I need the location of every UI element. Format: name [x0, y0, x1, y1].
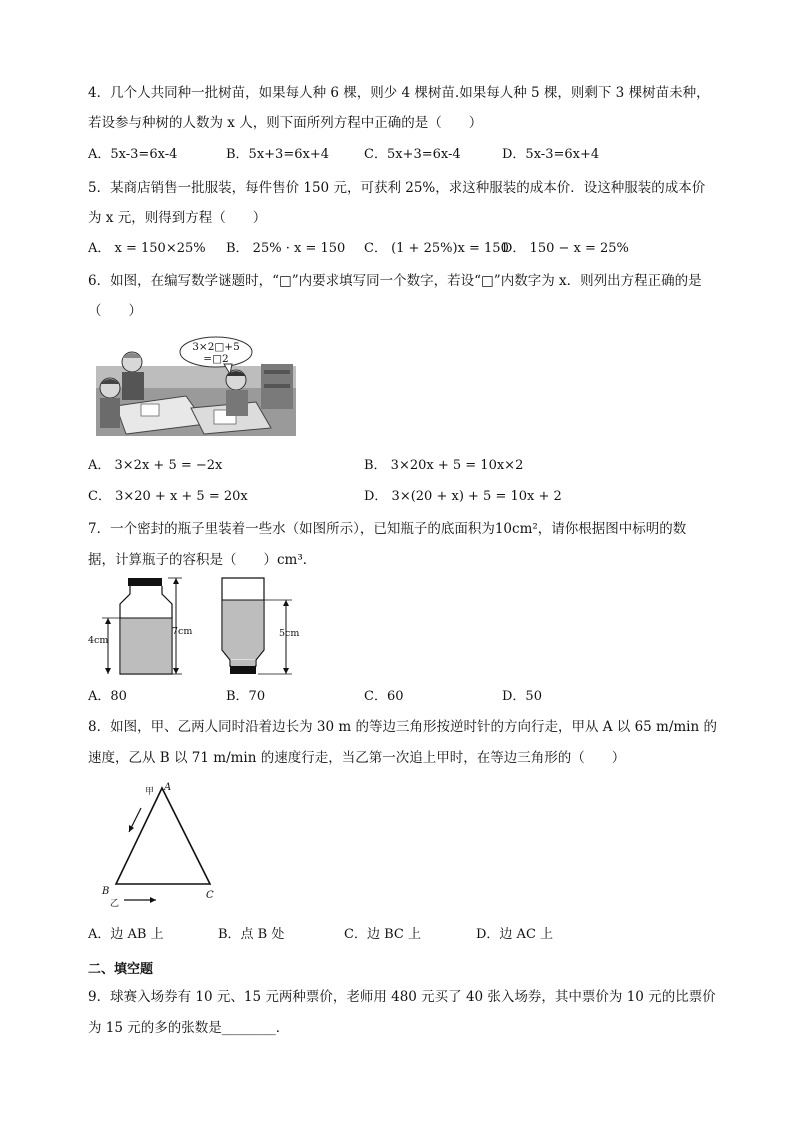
- q6-bubble-line1: 3×2□+5: [192, 341, 240, 353]
- q7-label-5cm: 5cm: [279, 628, 300, 639]
- q7-bottle-diagram: [86, 576, 316, 680]
- q6-classroom-illustration: [96, 336, 296, 436]
- q8-label-c: C: [206, 890, 214, 901]
- q4-option-b[interactable]: B．5x+3=6x+4: [226, 147, 329, 162]
- q6-stem-line1: 6．如图，在编写数学谜题时，“□”内要求填写同一个数字，若设“□”内数字为 x．则列出方程正确的是: [88, 273, 702, 289]
- q8-option-b[interactable]: B．点 B 处: [218, 927, 285, 942]
- q9-answer-blank[interactable]: ________: [221, 1020, 276, 1036]
- q5-option-b[interactable]: B． 25% · x = 150: [226, 241, 346, 256]
- q8-stem-line1: 8．如图，甲、乙两人同时沿着边长为 30 m 的等边三角形按逆时针的方向行走，甲从 A 以 65 m/min 的: [88, 719, 717, 735]
- q7-stem-line1: 7．一个密封的瓶子里装着一些水（如图所示），已知瓶子的底面积为10cm²，请你根据图中标明的数: [88, 521, 687, 537]
- q9-stem-line1: 9．球赛入场券有 10 元、15 元两种票价，老师用 480 元买了 40 张入场券，其中票价为 10 元的比票价: [88, 989, 716, 1005]
- q6-option-a[interactable]: A． 3×2x + 5 = −2x: [88, 458, 223, 473]
- q4-stem-line1: 4．几个人共同种一批树苗，如果每人种 6 棵，则少 4 棵树苗.如果每人种 5 棵，则剩下 3 棵树苗未种，: [88, 85, 710, 101]
- q4-stem-line2: 若设参与种树的人数为 x 人，则下面所列方程中正确的是（ ）: [88, 115, 483, 131]
- q6-stem-line2: （ ）: [88, 303, 142, 319]
- q6-option-d[interactable]: D． 3×(20 + x) + 5 = 10x + 2: [364, 489, 562, 504]
- q8-option-c[interactable]: C．边 BC 上: [344, 927, 421, 942]
- q6-option-c[interactable]: C． 3×20 + x + 5 = 20x: [88, 489, 248, 504]
- q7-option-c[interactable]: C．60: [364, 689, 404, 704]
- q7-option-b[interactable]: B．70: [226, 689, 266, 704]
- q4-option-c[interactable]: C．5x+3=6x-4: [364, 147, 461, 162]
- q5-option-a[interactable]: A． x = 150×25%: [88, 241, 206, 256]
- q7-label-7cm: 7cm: [172, 626, 193, 637]
- q6-option-b[interactable]: B． 3×20x + 5 = 10x×2: [364, 458, 524, 473]
- q8-triangle-diagram: [100, 780, 230, 910]
- q5-option-c[interactable]: C． (1 + 25%)x = 150: [364, 241, 509, 256]
- q8-option-a[interactable]: A．边 AB 上: [88, 927, 164, 942]
- q7-option-a[interactable]: A．80: [88, 689, 127, 704]
- q8-label-yi: 乙: [110, 899, 120, 909]
- q4-option-d[interactable]: D．5x-3=6x+4: [502, 147, 600, 162]
- q8-stem-line2: 速度，乙从 B 以 71 m/min 的速度行走，当乙第一次追上甲时，在等边三角形的（ ）: [88, 750, 626, 766]
- q7-stem-line2: 据，计算瓶子的容积是（ ）cm³．: [88, 552, 317, 568]
- q5-stem-line2: 为 x 元，则得到方程（ ）: [88, 210, 267, 226]
- q9-stem-text: 为 15 元的多的张数是: [88, 1020, 222, 1036]
- q7-option-d[interactable]: D．50: [502, 689, 542, 704]
- q8-option-d[interactable]: D．边 AC 上: [476, 927, 554, 942]
- q8-label-b: B: [102, 886, 110, 897]
- q5-stem-line1: 5．某商店销售一批服装，每件售价 150 元，可获利 25%，求这种服装的成本价．设这种服装的成本价: [88, 180, 706, 196]
- section-title-fill-in: 二、填空题: [88, 962, 154, 977]
- q8-label-jia: 甲: [145, 787, 155, 797]
- q7-label-4cm: 4cm: [88, 635, 109, 646]
- bottle-cap-icon: [128, 578, 162, 586]
- q5-option-d[interactable]: D． 150 − x = 25%: [502, 241, 629, 256]
- inverted-bottle-cap-icon: [230, 666, 256, 674]
- q9-stem-end: ．: [275, 1020, 290, 1036]
- q4-option-a[interactable]: A．5x-3=6x-4: [88, 147, 178, 162]
- q9-stem-line2: [88, 1019, 289, 1037]
- q6-bubble-line2: =□2: [203, 353, 229, 365]
- q8-label-a: A: [164, 782, 172, 793]
